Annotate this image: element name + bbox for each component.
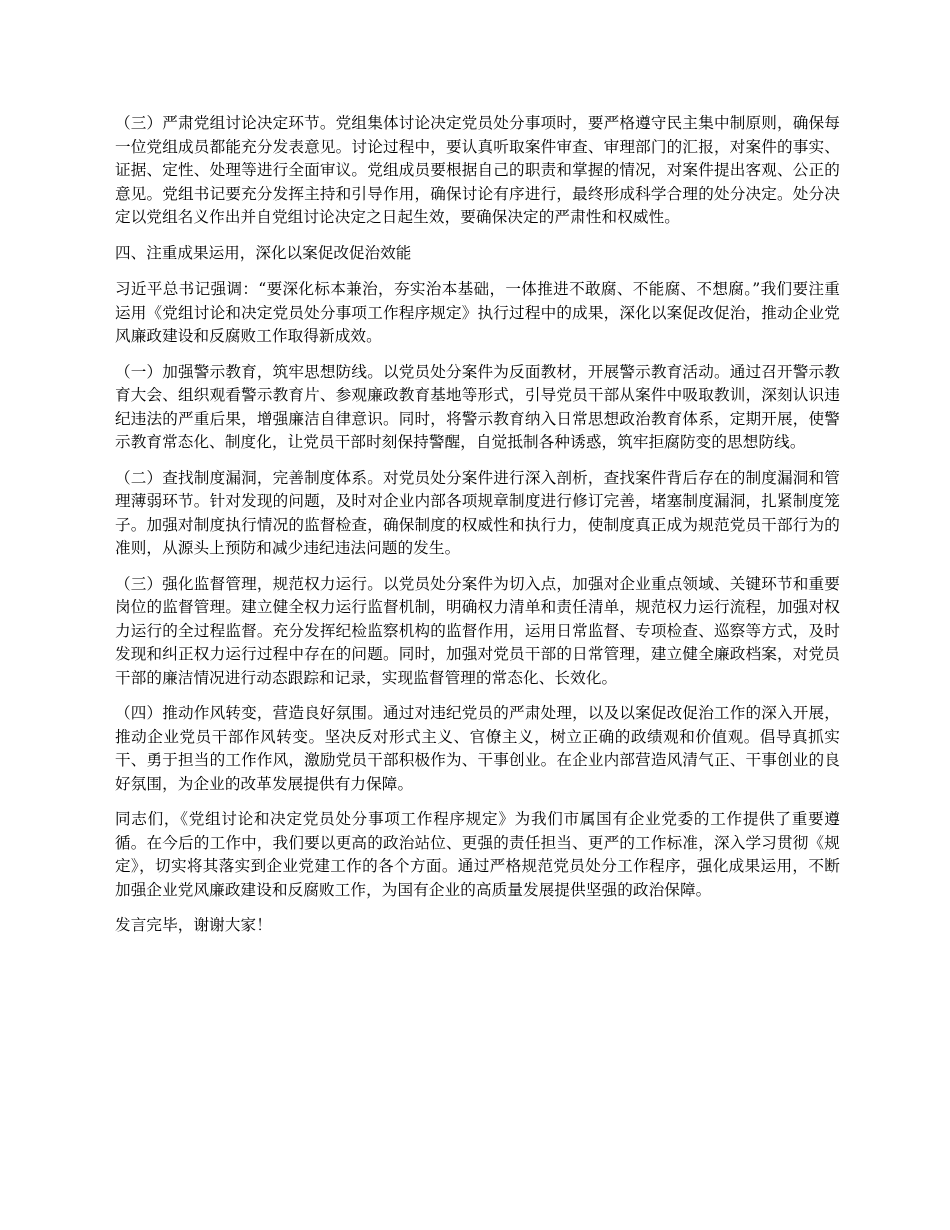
paragraph-system-loopholes: （二）查找制度漏洞，完善制度体系。对党员处分案件进行深入剖析，查找案件背后存在的制度漏洞和管理薄弱环节。针对发现的问题，及时对企业内部各项规章制度进行修订完善，堵塞制度漏洞，扎紧制度笼子。加强对制度执行情况的监督检查，确保制度的权威性和执行力，使制度真正成为规范党员干部行为的准则，从源头上预防和减少违纪违法问题的发生。 (115, 468, 840, 557)
paragraph-closing: 发言完毕，谢谢大家！ (115, 916, 272, 934)
paragraph-warning-education: （一）加强警示教育，筑牢思想防线。以党员处分案件为反面教材，开展警示教育活动。通过召开警示教育大会、组织观看警示教育片、参观廉政教育基地等形式，引导党员干部从案件中吸取教训，深刻认识违纪违法的严重后果，增强廉洁自律意识。同时，将警示教育纳入日常思想政治教育体系，定期开展，使警示教育常态化、制度化，让党员干部时刻保持警醒，自觉抵制各种诱惑，筑牢拒腐防变的思想防线。 (115, 362, 840, 451)
document-body (115, 112, 840, 950)
paragraph-work-style: （四）推动作风转变，营造良好氛围。通过对违纪党员的严肃处理，以及以案促改促治工作的深入开展，推动企业党员干部作风转变。坚决反对形式主义、官僚主义，树立正确的政绩观和价值观。倡导真抓实干、勇于担当的工作作风，激励党员干部积极作为、干事创业。在企业内部营造风清气正、干事创业的良好氛围，为企业的改革发展提供有力保障。 (115, 704, 840, 793)
paragraph-supervision: （三）强化监督管理，规范权力运行。以党员处分案件为切入点，加强对企业重点领域、关键环节和重要岗位的监督管理。建立健全权力运行监督机制，明确权力清单和责任清单，规范权力运行流程，加强对权力运行的全过程监督。充分发挥纪检监察机构的监督作用，运用日常监督、专项检查、巡察等方式，及时发现和纠正权力运行过程中存在的问题。同时，加强对党员干部的日常管理，建立健全廉政档案，对党员干部的廉洁情况进行动态跟踪和记录，实现监督管理的常态化、长效化。 (115, 574, 840, 687)
paragraph-discussion-decision: （三）严肃党组讨论决定环节。党组集体讨论决定党员处分事项时，要严格遵守民主集中制原则，确保每一位党组成员都能充分发表意见。讨论过程中，要认真听取案件审查、审理部门的汇报，对案件的事实、证据、定性、处理等进行全面审议。党组成员要根据自己的职责和掌握的情况，对案件提出客观、公正的意见。党组书记要充分发挥主持和引导作用，确保讨论有序进行，最终形成科学合理的处分决定。处分决定以党组名义作出并自党组讨论决定之日起生效，要确保决定的严肃性和权威性。 (115, 114, 840, 226)
paragraph-conclusion: 同志们，《党组讨论和决定党员处分事项工作程序规定》为我们市属国有企业党委的工作提供了重要遵循。在今后的工作中，我们要以更高的政治站位、更强的责任担当、更严的工作标准，深入学习贯彻《规定》，切实将其落实到企业党建工作的各个方面。通过严格规范党员处分工作程序，强化成果运用，不断加强企业党风廉政建设和反腐败工作，为国有企业的高质量发展提供坚强的政治保障。 (115, 810, 840, 899)
paragraph-xi-quote: 习近平总书记强调：“要深化标本兼治，夯实治本基础，一体推进不敢腐、不能腐、不想腐。”我们要注重运用《党组讨论和决定党员处分事项工作程序规定》执行过程中的成果，深化以案促改促治，推动企业党风廉政建设和反腐败工作取得新成效。 (115, 280, 840, 345)
section-heading-four: 四、注重成果运用，深化以案促改促治效能 (115, 243, 412, 262)
